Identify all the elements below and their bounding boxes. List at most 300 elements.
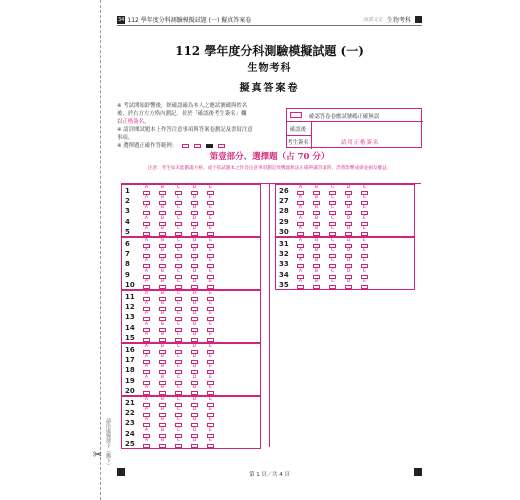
column-divider [269,184,270,447]
answer-option[interactable] [206,312,215,322]
answer-option[interactable] [328,259,337,269]
answer-bubble[interactable] [175,370,182,374]
answer-bubble[interactable] [191,423,198,427]
option-letter: B [160,185,165,190]
option-letter: D [192,374,197,380]
answer-bubble[interactable] [297,285,304,289]
answer-option[interactable] [296,259,305,269]
answer-bubble[interactable] [313,232,320,236]
question-number: 18 [125,366,135,375]
answer-bubble[interactable] [143,275,150,279]
option-letter: B [160,205,165,211]
answer-option[interactable] [360,259,369,269]
answer-bubble[interactable] [345,264,352,268]
answer-option[interactable] [142,418,151,428]
answer-bubble[interactable] [313,285,320,289]
option-letter: B [160,291,165,296]
answer-option[interactable] [312,206,321,216]
scissors-icon: ✂ [93,448,103,461]
option-letter: E [209,311,212,317]
option-letter: C [176,427,181,433]
question-number: 6 [125,240,130,248]
option-letter: B [314,268,319,274]
answer-option[interactable] [328,227,337,237]
question-number: 1 [125,187,130,195]
answer-option[interactable] [158,206,167,216]
option-letter: C [176,195,181,201]
answer-option[interactable] [158,280,167,290]
answer-option[interactable] [190,227,199,237]
answer-bubble[interactable] [143,232,150,236]
answer-option[interactable] [158,259,167,269]
answer-bubble[interactable] [345,275,352,279]
option-letter: C [176,311,181,317]
answer-option[interactable] [296,227,305,237]
answer-bubble[interactable] [143,381,150,385]
answer-bubble[interactable] [143,211,150,215]
option-letter: A [144,195,149,201]
option-letter: E [209,417,212,423]
answer-bubble[interactable] [191,370,198,374]
question-row [122,196,262,206]
answer-option[interactable] [190,280,199,290]
answer-bubble[interactable] [175,434,182,438]
option-letter: A [298,205,303,211]
option-letter: C [330,268,335,274]
answer-bubble[interactable] [207,275,214,279]
option-letter: E [209,268,212,274]
answer-option[interactable] [344,206,353,216]
answer-option[interactable] [206,418,215,428]
instruction-line [117,118,287,126]
option-letter: C [176,238,181,243]
answer-option[interactable] [206,280,215,290]
answer-bubble[interactable] [143,444,150,448]
option-letter: C [176,437,181,443]
answer-option[interactable] [174,386,183,396]
answer-bubble[interactable] [361,222,368,226]
option-letter: E [209,331,212,337]
answer-bubble[interactable] [191,211,198,215]
answer-bubble[interactable] [207,211,214,215]
answer-option[interactable] [190,259,199,269]
option-letter: C [176,344,181,349]
answer-option[interactable] [142,386,151,396]
page-footer: 第 1 頁／共 4 頁 [249,472,290,478]
option-letter: A [144,301,149,307]
answer-option[interactable] [206,227,215,237]
option-letter: A [298,238,303,243]
answer-bubble[interactable] [329,222,336,226]
answer-bubble[interactable] [207,328,214,332]
option-letter: C [176,321,181,327]
signature-field[interactable]: 請用正楷簽名 [341,140,380,146]
sample-bubbles [182,144,225,148]
answer-option[interactable] [206,386,215,396]
answer-bubble[interactable] [207,222,214,226]
answer-option[interactable] [174,333,183,343]
answer-bubble[interactable] [361,211,368,215]
answer-bubble[interactable] [191,285,198,289]
question-row [122,345,262,355]
option-letter: C [176,384,181,390]
answer-option[interactable] [206,439,215,449]
option-letter: E [209,427,212,433]
option-letter: C [176,397,181,402]
answer-bubble[interactable] [191,391,198,395]
answer-bubble[interactable] [143,370,150,374]
answer-option[interactable] [158,312,167,322]
sheet-title: 擬真答案卷 [239,83,300,94]
answer-bubble[interactable] [175,232,182,236]
answer-option[interactable] [360,227,369,237]
option-letter: E [363,195,366,201]
answer-bubble[interactable] [143,338,150,342]
option-letter: D [346,238,351,243]
answer-option[interactable] [344,280,353,290]
answer-option[interactable] [142,365,151,375]
question-row [122,376,262,386]
answer-bubble[interactable] [207,423,214,427]
answer-option[interactable] [344,259,353,269]
question-number: 8 [125,260,130,269]
answer-bubble[interactable] [159,232,166,236]
answer-bubble[interactable] [329,211,336,215]
answer-option[interactable] [206,333,215,343]
answer-bubble[interactable] [159,391,166,395]
answer-bubble[interactable] [191,381,198,385]
answer-option[interactable] [328,280,337,290]
option-letter: E [209,437,212,443]
answer-bubble[interactable] [313,211,320,215]
answer-bubble[interactable] [143,222,150,226]
option-letter: B [160,268,165,274]
answer-option[interactable] [360,206,369,216]
answer-option[interactable] [312,227,321,237]
candidate-box [286,108,422,148]
answer-option[interactable] [206,206,215,216]
option-letter: D [192,248,197,254]
answer-bubble[interactable] [297,264,304,268]
confirm-text: 確認答卷卷應試號碼正確無誤 [309,114,380,120]
answer-option[interactable] [142,312,151,322]
answer-option[interactable] [158,418,167,428]
option-letter: E [363,185,366,190]
answer-bubble[interactable] [191,338,198,342]
answer-bubble[interactable] [143,285,150,289]
answer-bubble[interactable] [143,434,150,438]
option-letter: B [160,437,165,443]
answer-bubble[interactable] [175,317,182,321]
option-letter: B [160,344,165,349]
question-number: 28 [279,207,289,216]
answer-option[interactable] [344,227,353,237]
option-letter: A [298,185,303,190]
header-subject: 生物考科 [386,17,411,24]
answer-bubble[interactable] [313,275,320,279]
answer-bubble[interactable] [175,285,182,289]
option-letter: A [144,397,149,402]
answer-bubble[interactable] [175,211,182,215]
sample-bubble [182,144,189,148]
answer-option[interactable] [174,439,183,449]
answer-option[interactable] [142,333,151,343]
answer-bubble[interactable] [345,285,352,289]
instruction-line: 事項。 [117,135,134,141]
option-letter: A [144,311,149,317]
question-number: 2 [125,197,130,206]
answer-bubble[interactable] [207,434,214,438]
answer-option[interactable] [158,333,167,343]
answer-bubble[interactable] [143,264,150,268]
answer-option[interactable] [296,280,305,290]
question-number: 5 [125,227,130,236]
option-letter: C [330,238,335,243]
option-letter: D [346,185,351,190]
confirm-checkbox[interactable] [290,112,302,118]
answer-option[interactable] [174,259,183,269]
answer-bubble[interactable] [175,275,182,279]
answer-bubble[interactable] [175,338,182,342]
answer-bubble[interactable] [207,370,214,374]
option-letter: B [314,225,319,231]
answer-option[interactable] [190,333,199,343]
answer-option[interactable] [174,227,183,237]
answer-bubble[interactable] [175,264,182,268]
answer-option[interactable] [174,280,183,290]
option-letter: B [314,215,319,221]
option-letter: C [176,268,181,274]
answer-bubble[interactable] [313,264,320,268]
option-letter: A [298,225,303,231]
answer-bubble[interactable] [207,381,214,385]
answer-bubble[interactable] [159,275,166,279]
option-letter: C [176,278,181,284]
answer-bubble[interactable] [191,444,198,448]
answer-bubble[interactable] [329,264,336,268]
option-letter: A [144,374,149,380]
answer-bubble[interactable] [297,275,304,279]
answer-bubble[interactable] [143,328,150,332]
option-letter: C [176,248,181,254]
answer-bubble[interactable] [159,444,166,448]
answer-option[interactable] [190,312,199,322]
option-letter: B [314,195,319,201]
instruction-highlight: 正楷簽名 [122,119,144,125]
answer-bubble[interactable] [345,211,352,215]
answer-option[interactable] [190,418,199,428]
answer-bubble[interactable] [297,222,304,226]
option-letter: C [176,374,181,380]
answer-bubble[interactable] [329,275,336,279]
answer-bubble[interactable] [143,317,150,321]
instruction-fragment: 以 [117,119,123,125]
option-letter: A [144,268,149,274]
answer-bubble[interactable] [297,232,304,236]
answer-bubble[interactable] [345,222,352,226]
answer-option[interactable] [142,439,151,449]
option-letter: A [144,344,149,349]
option-letter: B [160,374,165,380]
answer-bubble[interactable] [175,328,182,332]
question-row [276,196,416,206]
answer-bubble[interactable] [361,285,368,289]
option-letter: B [160,248,165,254]
answer-bubble[interactable] [207,444,214,448]
option-letter: E [209,258,212,264]
answer-bubble[interactable] [175,381,182,385]
option-letter: B [314,258,319,264]
answer-bubble[interactable] [207,232,214,236]
option-letter: D [192,397,197,402]
question-number: 7 [125,250,130,259]
answer-option[interactable] [174,418,183,428]
answer-bubble[interactable] [313,222,320,226]
option-letter: E [209,321,212,327]
answer-bubble[interactable] [329,232,336,236]
answer-option[interactable] [158,227,167,237]
answer-bubble[interactable] [143,391,150,395]
answer-option[interactable] [312,280,321,290]
answer-bubble[interactable] [159,211,166,215]
question-row [276,217,416,227]
question-row [122,280,262,290]
option-letter: C [330,215,335,221]
answer-option[interactable] [360,280,369,290]
answer-option[interactable] [190,439,199,449]
answer-bubble[interactable] [329,285,336,289]
answer-bubble[interactable] [297,211,304,215]
answer-option[interactable] [174,365,183,375]
question-row [276,239,416,249]
option-letter: E [209,278,212,284]
answer-bubble[interactable] [159,264,166,268]
question-number: 29 [279,217,289,226]
answer-option[interactable] [174,312,183,322]
answer-option[interactable] [206,365,215,375]
answer-bubble[interactable] [175,391,182,395]
answer-bubble[interactable] [191,264,198,268]
option-letter: B [160,417,165,423]
answer-bubble[interactable] [345,232,352,236]
answer-bubble[interactable] [191,328,198,332]
option-letter: E [209,291,212,296]
answer-bubble[interactable] [159,317,166,321]
answer-bubble[interactable] [361,264,368,268]
answer-bubble[interactable] [191,222,198,226]
answer-bubble[interactable] [159,338,166,342]
footer-square-icon [414,468,422,476]
answer-bubble[interactable] [159,370,166,374]
answer-option[interactable] [142,206,151,216]
answer-option[interactable] [142,280,151,290]
sample-bubble [218,144,225,148]
answer-option[interactable] [142,259,151,269]
question-row [122,312,262,322]
option-letter: B [314,205,319,211]
answer-option[interactable] [158,365,167,375]
option-letter: B [160,407,165,413]
answer-bubble[interactable] [207,285,214,289]
answer-bubble[interactable] [207,317,214,321]
answer-bubble[interactable] [175,222,182,226]
answer-bubble[interactable] [159,285,166,289]
option-letter: E [209,225,212,231]
answer-option[interactable] [158,439,167,449]
question-number: 12 [125,303,135,312]
option-letter: B [160,427,165,433]
instruction-fragment: ※ 選擇題正確作答範例： [117,143,178,149]
option-letter: B [160,215,165,221]
option-letter: A [144,384,149,390]
answer-bubble[interactable] [191,275,198,279]
answer-option[interactable] [190,386,199,396]
option-letter: E [209,364,212,370]
answer-option[interactable] [174,206,183,216]
answer-option[interactable] [142,227,151,237]
question-row [122,439,262,449]
answer-bubble[interactable] [159,328,166,332]
divider [311,122,312,149]
answer-bubble[interactable] [207,391,214,395]
question-number: 34 [279,270,289,279]
answer-bubble[interactable] [159,434,166,438]
option-letter: C [330,185,335,190]
question-row [122,408,262,418]
answer-option[interactable] [190,365,199,375]
sample-bubble [194,144,201,148]
question-row [276,270,416,280]
answer-bubble[interactable] [159,423,166,427]
question-number: 19 [125,376,135,385]
answer-bubble[interactable] [361,232,368,236]
page-header [117,14,422,26]
option-letter: D [192,407,197,413]
option-letter: D [192,215,197,221]
answer-option[interactable] [206,259,215,269]
answer-bubble[interactable] [361,275,368,279]
option-letter: A [144,258,149,264]
option-letter: A [144,185,149,190]
question-row [122,333,262,343]
option-letter: B [314,248,319,254]
option-letter: C [176,301,181,307]
signature-label: 確認後 [289,127,307,133]
answer-bubble[interactable] [159,381,166,385]
option-letter: C [176,407,181,413]
answer-bubble[interactable] [191,232,198,236]
answer-bubble[interactable] [207,264,214,268]
option-letter: B [160,311,165,317]
answer-option[interactable] [328,206,337,216]
answer-bubble[interactable] [175,444,182,448]
answer-bubble[interactable] [143,423,150,427]
answer-bubble[interactable] [175,423,182,427]
answer-option[interactable] [158,386,167,396]
answer-option[interactable] [312,259,321,269]
option-letter: D [192,427,197,433]
option-letter: B [160,278,165,284]
header-right [363,15,422,24]
answer-option[interactable] [190,206,199,216]
answer-option[interactable] [296,206,305,216]
answer-bubble[interactable] [159,222,166,226]
option-letter: B [314,238,319,243]
answer-bubble[interactable] [207,338,214,342]
answer-bubble[interactable] [191,434,198,438]
answer-bubble[interactable] [191,317,198,321]
question-row [122,355,262,365]
